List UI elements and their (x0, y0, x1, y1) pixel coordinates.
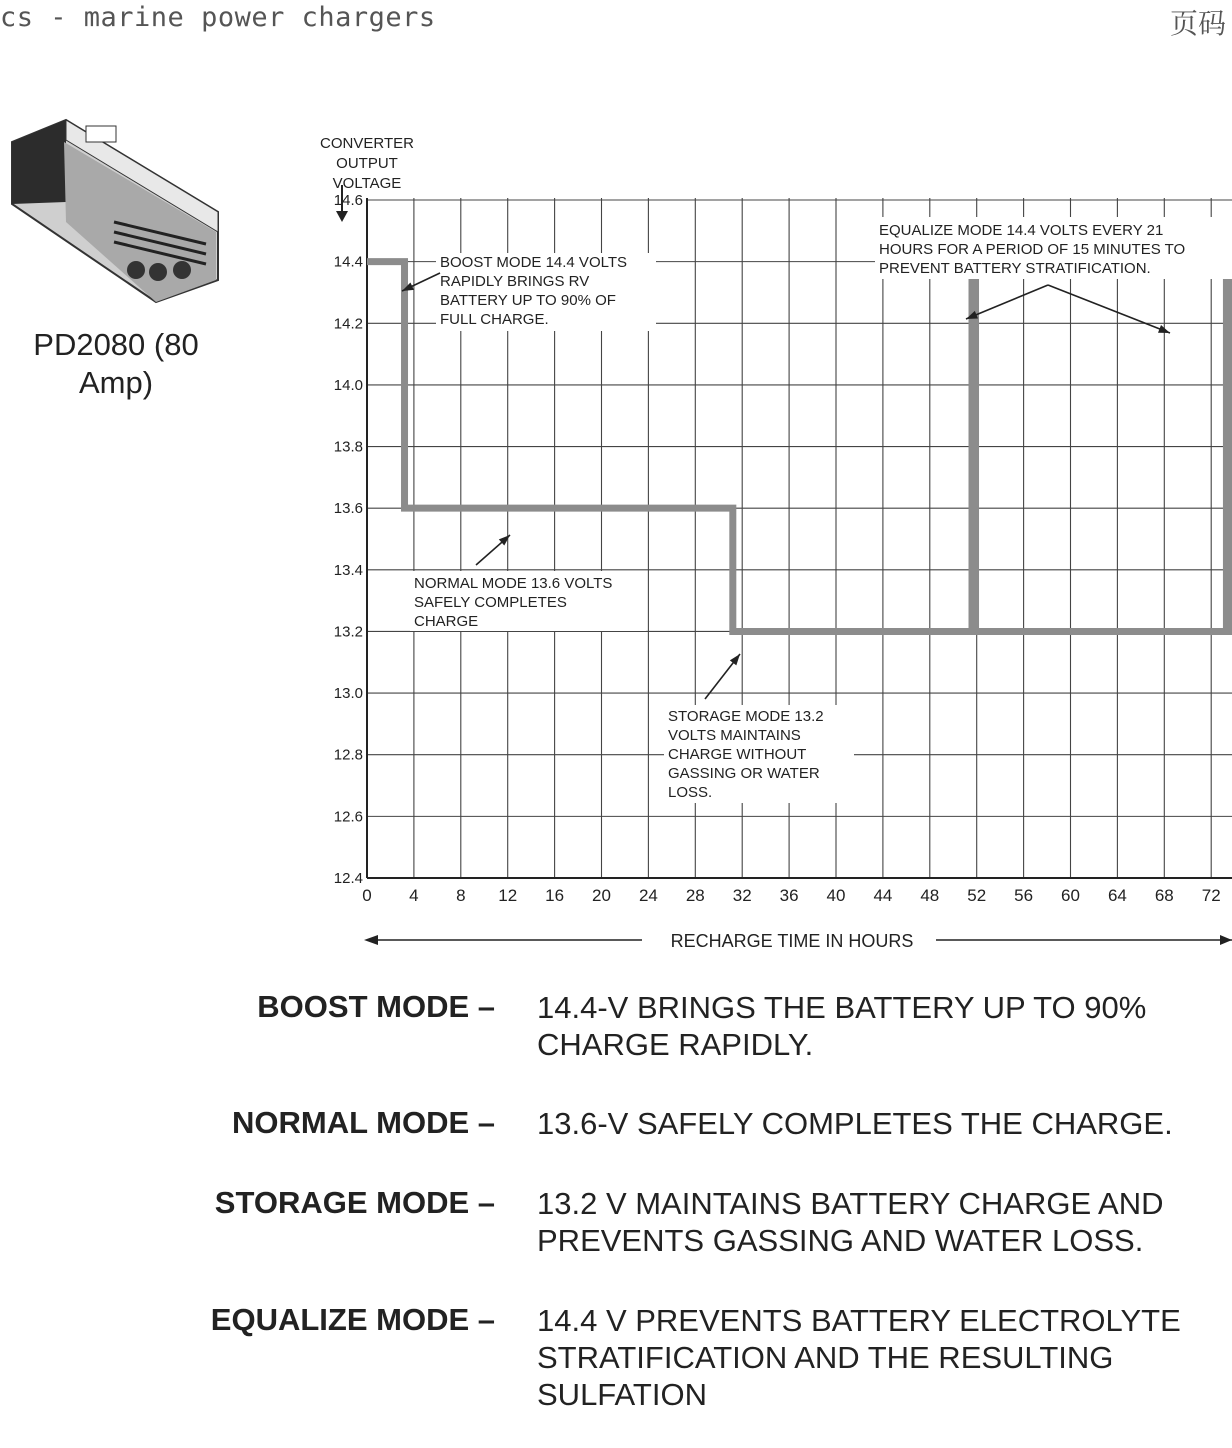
y-tick-label: 13.8 (333, 438, 363, 456)
x-tick-label: 0 (362, 886, 372, 905)
x-tick-label: 28 (685, 886, 705, 905)
mode-name-storage: STORAGE MODE – (214, 1185, 495, 1220)
x-tick-label: 68 (1154, 886, 1174, 905)
y-tick-label: 14.0 (333, 376, 363, 394)
mode-desc-equalize: 14.4 V PREVENTS BATTERY ELECTROLYTE STRATIFICATION AND THE RESULTING SULFATION (537, 1303, 1181, 1412)
y-tick-label: 12.4 (333, 870, 363, 887)
y-tick-label: 14.6 (333, 192, 363, 209)
storage-annotation-text: LOSS. (668, 784, 713, 801)
charger-product-image (6, 112, 234, 312)
boost-annotation-text: BATTERY UP TO 90% OF (440, 292, 616, 309)
x-axis-arrow-left-head (364, 935, 378, 945)
storage-annotation-arrow-head (730, 654, 740, 665)
equalize-annotation-text: PREVENT BATTERY STRATIFICATION. (879, 260, 1151, 277)
x-tick-label: 32 (732, 886, 752, 905)
mode-name-normal: NORMAL MODE – (232, 1105, 495, 1140)
x-tick-label: 52 (967, 886, 987, 905)
voltage-chart (300, 125, 1232, 965)
page-number-label: 页码 (1169, 7, 1226, 40)
x-tick-label: 8 (456, 886, 466, 905)
x-axis-label: RECHARGE TIME IN HOURS (670, 931, 914, 951)
y-axis-label: OUTPUT (336, 155, 398, 172)
y-axis-arrow-head (336, 211, 348, 222)
x-tick-label: 20 (592, 886, 611, 905)
x-tick-label: 44 (873, 886, 893, 905)
y-tick-label: 13.4 (333, 561, 363, 579)
y-tick-label: 12.8 (333, 746, 363, 764)
mode-desc-storage: 13.2 V MAINTAINS BATTERY CHARGE AND PREVENTS GASSING AND WATER LOSS. (537, 1186, 1164, 1258)
mode-name-boost: BOOST MODE – (257, 989, 495, 1024)
boost-annotation-text: RAPIDLY BRINGS RV (440, 273, 590, 290)
x-tick-label: 48 (920, 886, 940, 905)
mode-name-equalize: EQUALIZE MODE – (210, 1302, 495, 1337)
storage-annotation-text: CHARGE WITHOUT (668, 746, 807, 763)
y-axis-label: VOLTAGE (332, 175, 402, 192)
storage-annotation-text: VOLTS MAINTAINS (668, 727, 801, 744)
y-tick-label: 14.2 (333, 315, 363, 333)
boost-annotation-text: FULL CHARGE. (440, 311, 549, 328)
x-tick-label: 24 (638, 886, 658, 905)
y-tick-label: 14.4 (333, 253, 363, 271)
product-caption: PD2080 (80 Amp) (33, 327, 199, 400)
storage-annotation-text: GASSING OR WATER (668, 765, 820, 782)
storage-annotation-text: STORAGE MODE 13.2 (668, 708, 824, 725)
x-tick-label: 12 (498, 886, 518, 905)
header-title: cs - marine power chargers (0, 2, 436, 33)
mode-desc-boost: 14.4-V BRINGS THE BATTERY UP TO 90% CHARGE RAPIDLY. (537, 990, 1147, 1062)
x-tick-label: 4 (409, 886, 419, 905)
normal-annotation-text: SAFELY COMPLETES (414, 594, 567, 611)
y-tick-label: 13.6 (333, 500, 363, 518)
mode-desc-normal: 13.6-V SAFELY COMPLETES THE CHARGE. (537, 1106, 1173, 1141)
equalize-annotation-text: EQUALIZE MODE 14.4 VOLTS EVERY 21 (879, 222, 1164, 239)
equalize-annotation-text: HOURS FOR A PERIOD OF 15 MINUTES TO (879, 241, 1186, 258)
x-tick-label: 40 (826, 886, 846, 905)
y-axis-label: CONVERTER (320, 135, 414, 152)
y-tick-label: 13.0 (333, 685, 363, 703)
y-tick-label: 12.6 (333, 808, 363, 826)
x-tick-label: 16 (545, 886, 565, 905)
x-tick-label: 36 (779, 886, 799, 905)
normal-annotation-text: NORMAL MODE 13.6 VOLTS (414, 575, 613, 592)
boost-annotation-text: BOOST MODE 14.4 VOLTS (440, 254, 628, 271)
x-tick-label: 64 (1107, 886, 1127, 905)
x-axis-arrow-right-head (1220, 935, 1232, 945)
equalize-annotation-arrow-right-shaft (1048, 285, 1170, 333)
normal-annotation-text: CHARGE (414, 613, 479, 630)
x-tick-label: 56 (1014, 886, 1034, 905)
y-tick-label: 13.2 (333, 623, 363, 641)
x-tick-label: 72 (1201, 886, 1221, 905)
x-tick-label: 60 (1061, 886, 1080, 905)
